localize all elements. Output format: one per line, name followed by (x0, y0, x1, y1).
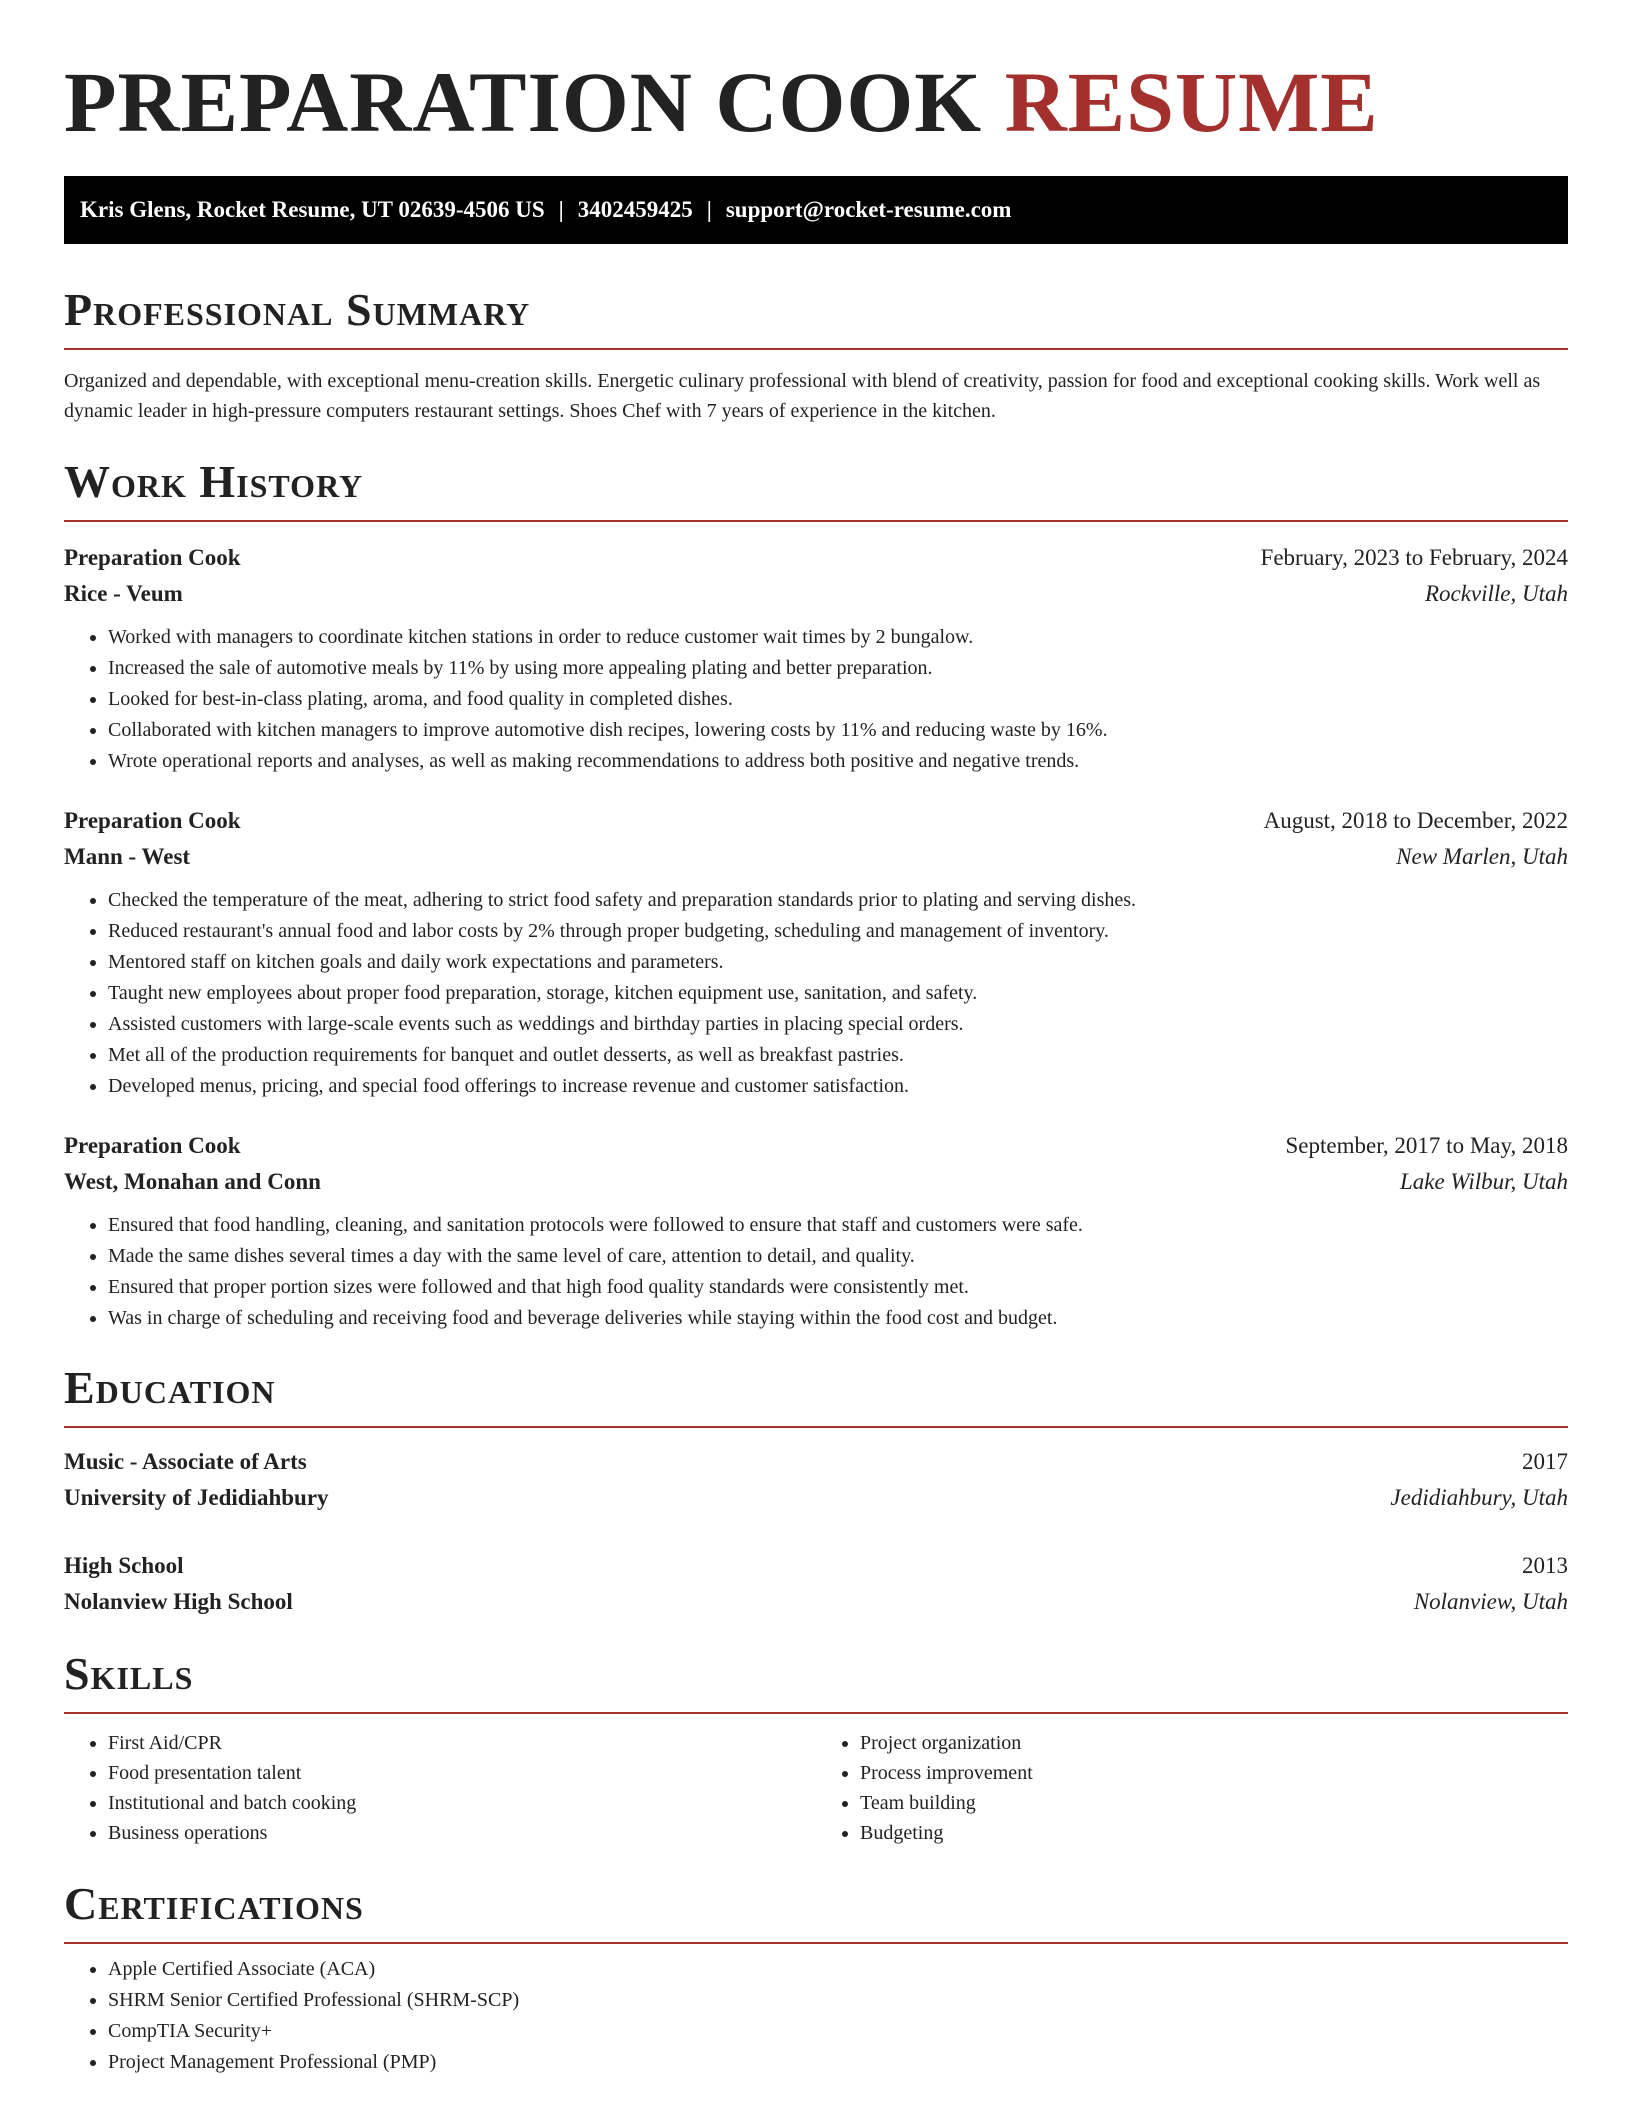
job-bullet: • Assisted customers with large-scale events such as weddings and birthday parties in placing special orders. (108, 1009, 1568, 1040)
education-school: Nolanview High School (64, 1589, 293, 1614)
job-bullet: • Checked the temperature of the meat, adhering to strict food safety and preparation standards prior to plating and serving dishes. (108, 885, 1568, 916)
job-bullet: • Made the same dishes several times a day with the same level of care, attention to detail, and quality. (108, 1241, 1568, 1272)
contact-separator: | (706, 197, 712, 222)
education-year: 2017 (1522, 1449, 1568, 1474)
job-dates: August, 2018 to December, 2022 (1263, 808, 1568, 833)
job-bullet: • Collaborated with kitchen managers to improve automotive dish recipes, lowering costs by 11% and reducing waste by 16%. (108, 715, 1568, 746)
job-header-row (64, 803, 1568, 839)
job-company-row (64, 1164, 1568, 1200)
education-degree-row (64, 1444, 1568, 1480)
job-bullet: • Wrote operational reports and analyses, as well as making recommendations to address both positive and negative trends. (108, 746, 1568, 777)
education-degree: Music - Associate of Arts (64, 1449, 307, 1474)
skills-columns (64, 1728, 1568, 1848)
skills-list-left (64, 1728, 816, 1848)
skill-item: • First Aid/CPR (108, 1728, 816, 1758)
work-history-heading: Work History (64, 456, 1568, 522)
job-bullet: • Ensured that food handling, cleaning, and sanitation protocols were followed to ensure that staff and customers were safe. (108, 1210, 1568, 1241)
job-dates: February, 2023 to February, 2024 (1260, 545, 1568, 570)
job-company-row (64, 839, 1568, 875)
certification-item: • Project Management Professional (PMP) (108, 2047, 1568, 2078)
job-location: New Marlen, Utah (1396, 844, 1568, 869)
job-title: Preparation Cook (64, 545, 241, 570)
job-bullet: • Was in charge of scheduling and receiving food and beverage deliveries while staying within the food cost and budget. (108, 1303, 1568, 1334)
job-company: Rice - Veum (64, 581, 183, 606)
summary-heading: Professional Summary (64, 284, 1568, 350)
certification-item: • SHRM Senior Certified Professional (SHRM-SCP) (108, 1985, 1568, 2016)
contact-address: Kris Glens, Rocket Resume, UT 02639-4506 US (80, 197, 545, 222)
title-accent: RESUME (1004, 54, 1379, 150)
contact-email: support@rocket-resume.com (725, 197, 1012, 222)
job-title: Preparation Cook (64, 1133, 241, 1158)
summary-text: Organized and dependable, with exceptional menu-creation skills. Energetic culinary professional with blend of creativity, passion for food and exceptional cooking skills. Work well as dynamic leader in high-pressure computers restaurant settings. Shoes Chef with 7 years of experience in the kitchen. (64, 370, 1541, 422)
education-degree: High School (64, 1553, 184, 1578)
job-company-row (64, 576, 1568, 612)
education-heading: Education (64, 1362, 1568, 1428)
education-school-row (64, 1480, 1568, 1516)
job-company: Mann - West (64, 844, 191, 869)
job-location: Lake Wilbur, Utah (1399, 1169, 1568, 1194)
contact-separator: | (558, 197, 564, 222)
job-bullet: • Worked with managers to coordinate kitchen stations in order to reduce customer wait times by 2 bungalow. (108, 622, 1568, 653)
job-bullet: • Looked for best-in-class plating, aroma, and food quality in completed dishes. (108, 684, 1568, 715)
skills-heading: Skills (64, 1648, 1568, 1714)
certifications-heading: Certifications (64, 1878, 1568, 1944)
resume-title (64, 52, 1568, 152)
job-bullet: • Ensured that proper portion sizes were followed and that high food quality standards were consistently met. (108, 1272, 1568, 1303)
education-location: Jedidiahbury, Utah (1390, 1485, 1568, 1510)
certification-item: • CompTIA Security+ (108, 2016, 1568, 2047)
job-header-row (64, 1128, 1568, 1164)
job-header-row (64, 540, 1568, 576)
job-bullets (64, 1210, 1568, 1334)
contact-phone: 3402459425 (577, 197, 693, 222)
certifications-list (64, 1954, 1568, 2078)
job-bullet: • Reduced restaurant's annual food and labor costs by 2% through proper budgeting, scheduling and management of inventory. (108, 916, 1568, 947)
certification-item: • Apple Certified Associate (ACA) (108, 1954, 1568, 1985)
education-degree-row (64, 1548, 1568, 1584)
job-bullets (64, 885, 1568, 1102)
skill-item: • Process improvement (860, 1758, 1568, 1788)
education-entry (64, 1444, 1568, 1516)
job-bullet: • Increased the sale of automotive meals by 11% by using more appealing plating and better preparation. (108, 653, 1568, 684)
job-bullet: • Taught new employees about proper food preparation, storage, kitchen equipment use, sanitation, and safety. (108, 978, 1568, 1009)
education-year: 2013 (1522, 1553, 1568, 1578)
contact-bar (64, 176, 1568, 244)
education-location: Nolanview, Utah (1413, 1589, 1568, 1614)
job-entry (64, 803, 1568, 1102)
education-school-row (64, 1584, 1568, 1620)
skill-item: • Food presentation talent (108, 1758, 816, 1788)
skill-item: • Institutional and batch cooking (108, 1788, 816, 1818)
job-location: Rockville, Utah (1424, 581, 1568, 606)
job-title: Preparation Cook (64, 808, 241, 833)
skill-item: • Business operations (108, 1818, 816, 1848)
job-bullet: • Developed menus, pricing, and special food offerings to increase revenue and customer satisfaction. (108, 1071, 1568, 1102)
skills-list-right (816, 1728, 1568, 1848)
education-school: University of Jedidiahbury (64, 1485, 329, 1510)
job-entry (64, 1128, 1568, 1334)
skill-item: • Team building (860, 1788, 1568, 1818)
job-dates: September, 2017 to May, 2018 (1285, 1133, 1568, 1158)
skill-item: • Project organization (860, 1728, 1568, 1758)
title-main: PREPARATION COOK (64, 54, 983, 150)
skill-item: • Budgeting (860, 1818, 1568, 1848)
job-bullet: • Mentored staff on kitchen goals and daily work expectations and parameters. (108, 947, 1568, 978)
job-bullet: • Met all of the production requirements for banquet and outlet desserts, as well as breakfast pastries. (108, 1040, 1568, 1071)
job-entry (64, 540, 1568, 777)
job-bullets (64, 622, 1568, 777)
education-entry (64, 1548, 1568, 1620)
job-company: West, Monahan and Conn (64, 1169, 321, 1194)
